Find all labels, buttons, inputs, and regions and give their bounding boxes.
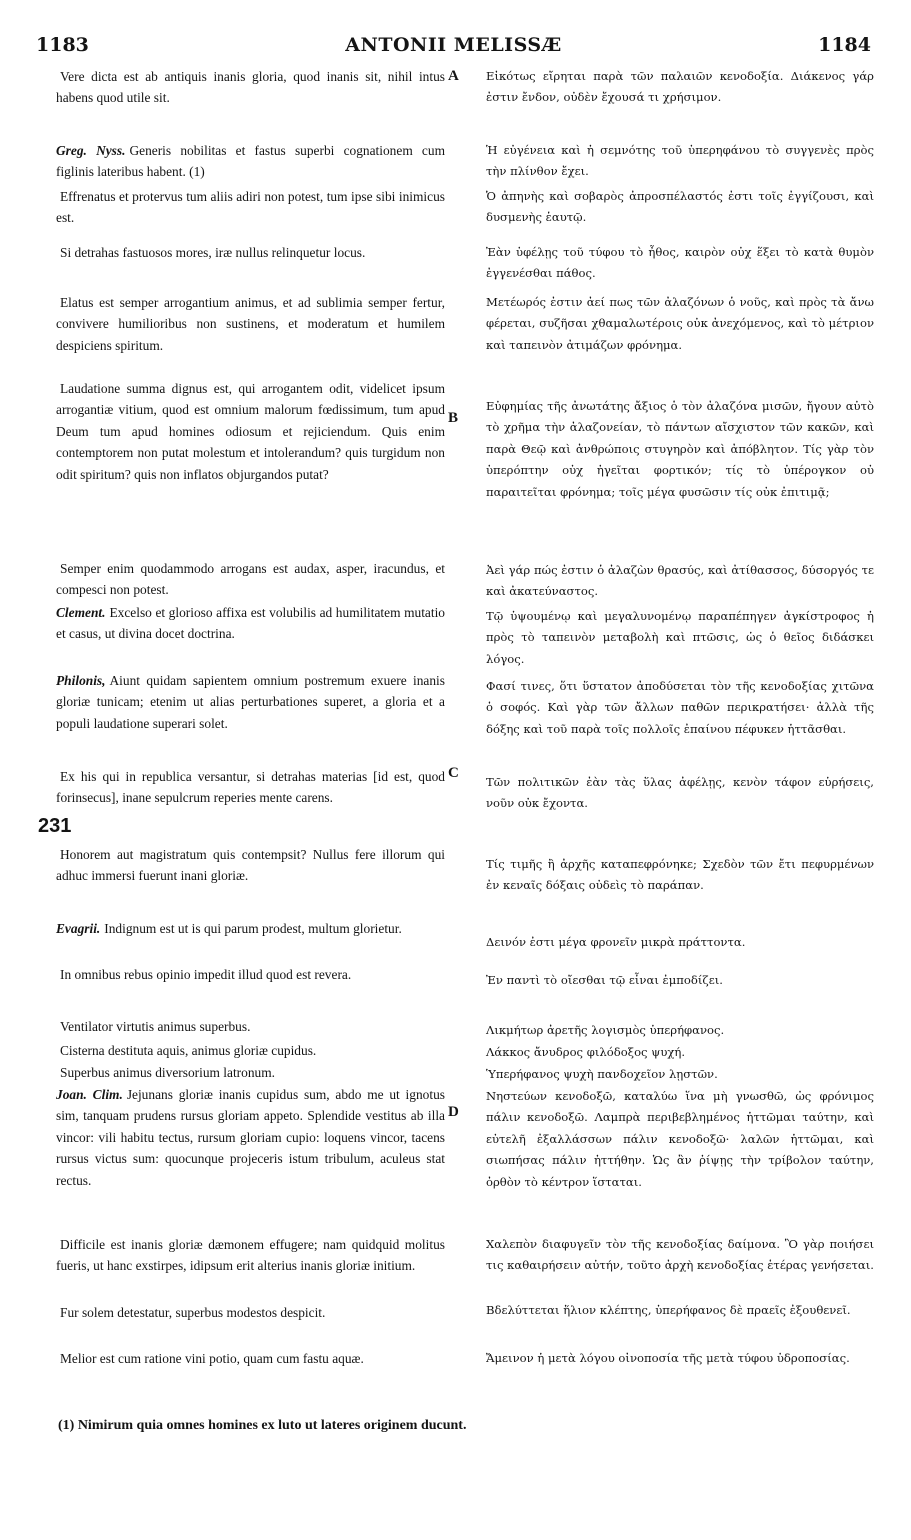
greek-sentence: Ἡ εὐγένεια καὶ ἡ σεμνότης τοῦ ὑπερηφάνου τὸ συγγενὲς πρὸς τὴν πλίνθον ἔχει. bbox=[486, 143, 874, 179]
margin-letter-a: A bbox=[448, 68, 459, 84]
margin-letter-c: C bbox=[448, 765, 459, 781]
latin-sentence: Ex his qui in republica versantur, si detrahas materias [id est, quod forinsecus], inane sepulcrum reperies mente carens. bbox=[56, 769, 445, 806]
greek-sentence: Ὑπερήφανος ψυχὴ πανδοχεῖον λῃστῶν. bbox=[486, 1067, 718, 1081]
latin-sentence: Vere dicta est ab antiquis inanis gloria, quod inanis sit, nihil intus habens quod utile sit. bbox=[56, 69, 445, 106]
latin-sentence: Ventilator virtutis animus superbus. bbox=[60, 1019, 251, 1034]
greek-sentence: Χαλεπὸν διαφυγεῖν τὸν τῆς κενοδοξίας δαίμονα. Ὃ γὰρ ποιήσει τις καθαιρήσειν αὐτήν, τοῦτο ἀρχὴ κενοδοξίας ἑτέρας γενήσεται. bbox=[486, 1237, 874, 1273]
latin-sentence: Superbus animus diversorium latronum. bbox=[60, 1065, 275, 1080]
latin-sentence: Effrenatus et protervus tum aliis adiri non potest, tum ipse sibi inimicus est. bbox=[56, 189, 445, 226]
greek-sentence: Νηστεύων κενοδοξῶ, καταλύω ἵνα μὴ γνωσθῶ, ὡς φρόνιμος πάλιν κενοδοξῶ. Λαμπρὰ περιβεβλημένος ἡττῶμαι ταύτην, καὶ εὐτελῆ ἐξαλλάσσων πάλιν κενοδοξῶ· λαλῶν ἡττῶμαι, καὶ σιωπήσας πάλιν ἡττήθην. Ὡς ἂν ῥίψῃς τὴν τρίβολον ταύτην, ὀρθὸν τὸ κέντρον ἵσταται. bbox=[486, 1089, 874, 1189]
latin-sentence: Evagrii. Indignum est ut is qui parum prodest, multum glorietur. bbox=[56, 921, 402, 936]
greek-sentence: Τῷ ὑψουμένῳ καὶ μεγαλυνομένῳ παραπέπηγεν ἀγκίστροφος ἡ πρὸς τὸ ταπεινὸν μεταβολὴ καὶ πτῶσις, ὡς ὁ θεῖος διδάσκει λόγος. bbox=[486, 609, 874, 666]
greek-sentence: Ἀεὶ γάρ πώς ἐστιν ὁ ἀλαζὼν θρασύς, καὶ ἀτίθασσος, δύσοργός τε καὶ ἀκατεύναστος. bbox=[486, 563, 874, 599]
latin-sentence: Elatus est semper arrogantium animus, et ad sublimia semper fertur, convivere humilioribus non sustinens, et moderatum et humilem despiciens spiritum. bbox=[56, 295, 445, 353]
greek-sentence: Ἐὰν ὑφέλῃς τοῦ τύφου τὸ ἦθος, καιρὸν οὐχ ἕξει τὸ κατὰ θυμὸν ἐγγενέσθαι πάθος. bbox=[486, 245, 874, 281]
greek-sentence: Βδελύττεται ἥλιον κλέπτης, ὑπερήφανος δὲ πραεῖς ἐξουθενεῖ. bbox=[486, 1303, 851, 1317]
latin-sentence: Honorem aut magistratum quis contempsit? Nullus fere illorum qui adhuc immersi fuerunt inani gloriæ. bbox=[56, 847, 445, 884]
latin-sentence: In omnibus rebus opinio impedit illud quod est revera. bbox=[60, 967, 352, 982]
greek-sentence: Τίς τιμῆς ἢ ἀρχῆς καταπεφρόνηκε; Σχεδὸν τῶν ἔτι πεφυρμένων ἐν κεναῖς δόξαις οὐδεὶς τὸ παράπαν. bbox=[486, 857, 874, 893]
latin-sentence: Joan. Clim. Jejunans gloriæ inanis cupidus sum, abdo me ut ignotus sim, tanquam prudens rursus gloriam appeto. Splendide vestitus ab illa vincor: vili habitu tectus, rursum gloriam cupio: loquens vincor, tacens rursus victus sum: quocunque projeceris istum tribulum, aculeus stat rectus. bbox=[56, 1087, 445, 1188]
greek-sentence: Ἄμεινον ἡ μετὰ λόγου οἰνοποσία τῆς μετὰ τύφου ὑδροποσίας. bbox=[486, 1351, 850, 1365]
latin-sentence: Melior est cum ratione vini potio, quam cum fastu aquæ. bbox=[60, 1351, 364, 1366]
margin-letter-d: D bbox=[448, 1104, 459, 1120]
left-page-number: 1183 bbox=[36, 34, 89, 56]
page-header bbox=[36, 34, 871, 60]
greek-sentence: Μετέωρός ἐστιν ἀεί πως τῶν ἀλαζόνων ὁ νοῦς, καὶ πρὸς τὰ ἄνω φέρεται, συζῆσαι χθαμαλωτέροις οὐκ ἀνεχόμενος, καὶ τὸ μέτριον καὶ ταπεινὸν ἀτιμάζων φρόνημα. bbox=[486, 295, 874, 352]
latin-sentence: Difficile est inanis gloriæ dæmonem effugere; nam quidquid molitus fueris, ut hanc exstirpes, idipsum erit alterius inanis gloriæ initium. bbox=[56, 1237, 445, 1274]
latin-sentence: Philonis, Aiunt quidam sapientem omnium postremum exuere inanis gloriæ tunicam; etenim ut alias perturbationes superet, a gloria et a populi laudatione superari solet. bbox=[56, 673, 445, 731]
greek-sentence: Ὁ ἀπηνὴς καὶ σοβαρὸς ἀπροσπέλαστός ἐστι τοῖς ἐγγίζουσι, καὶ δυσμενὴς ἑαυτῷ. bbox=[486, 189, 874, 225]
latin-sentence: Cisterna destituta aquis, animus gloriæ cupidus. bbox=[60, 1043, 317, 1058]
greek-sentence: Τῶν πολιτικῶν ἐὰν τὰς ὕλας ἀφέλῃς, κενὸν τάφον εὑρήσεις, νοῦν οὐκ ἔχοντα. bbox=[486, 775, 874, 811]
greek-sentence: Εἰκότως εἴρηται παρὰ τῶν παλαιῶν κενοδοξία. Διάκενος γάρ ἐστιν ἔνδον, οὐδὲν ἔχουσά τι χρήσιμον. bbox=[486, 69, 874, 105]
greek-sentence: Ἐν παντὶ τὸ οἴεσθαι τῷ εἶναι ἐμποδίζει. bbox=[486, 973, 723, 987]
latin-sentence: Laudatione summa dignus est, qui arrogantem odit, videlicet ipsum arrogantiæ vitium, quod est omnium malorum fœdissimum, tum apud Deum tum apud homines odiosum et rejiciendum. Quis enim contemptorem non putat molestum et intolerandum? quis turgidum non odit spiritum? quis non inflatos objurgandos putat? bbox=[56, 381, 445, 482]
latin-sentence: Semper enim quodammodo arrogans est audax, asper, iracundus, et compesci non potest. bbox=[56, 561, 445, 598]
greek-sentence: Λάκκος ἄνυδρος φιλόδοξος ψυχή. bbox=[486, 1045, 686, 1059]
latin-sentence: Si detrahas fastuosos mores, iræ nullus relinquetur locus. bbox=[60, 245, 366, 260]
greek-sentence: Φασί τινες, ὅτι ὕστατον ἀποδύσεται τὸν τῆς κενοδοξίας χιτῶνα ὁ σοφός. Καὶ γὰρ τῶν ἄλλων παθῶν περικρατήσει· ἀλλὰ τῆς δόξης καὶ τοῦ παρὰ τοῖς πολλοῖς ἐπαίνου πέφυκεν ἡττᾶσθαι. bbox=[486, 679, 874, 736]
greek-sentence: Δεινόν ἐστι μέγα φρονεῖν μικρὰ πράττοντα. bbox=[486, 935, 746, 949]
right-page-number: 1184 bbox=[818, 34, 871, 56]
running-title: ANTONII MELISSÆ bbox=[345, 34, 562, 56]
greek-sentence: Εὐφημίας τῆς ἀνωτάτης ἄξιος ὁ τὸν ἀλαζόνα μισῶν, ἤγουν αὐτὸ τὸ χρῆμα τὴν ἀλαζονείαν, τὸ πάντων αἴσχιστον τῶν κακῶν, καὶ παρὰ Θεῷ καὶ ἀνθρώποις στυγηρὸν καὶ ἀπόβλητον. Τίς γὰρ τὸν ὑπερόπτην οὐχ ἡγεῖται φορτικόν; τίς τὸ ὑπέρογκον οὐ παραιτεῖται φρόνημα; τοῖς μέγα φυσῶσιν τίς οὐκ ἐπιτιμᾷ; bbox=[486, 399, 874, 499]
latin-sentence: Greg. Nyss. Generis nobilitas et fastus superbi cognationem cum figlinis lateribus habent. (1) bbox=[56, 143, 445, 180]
page-marker: 231 bbox=[38, 815, 72, 837]
latin-sentence: Fur solem detestatur, superbus modestos despicit. bbox=[60, 1305, 326, 1320]
latin-sentence: Clement. Excelso et glorioso affixa est volubilis ad humilitatem mutatio et casus, ut divina docet doctrina. bbox=[56, 605, 445, 642]
margin-letter-b: B bbox=[448, 410, 459, 426]
greek-sentence: Λικμήτωρ ἀρετῆς λογισμὸς ὑπερήφανος. bbox=[486, 1023, 725, 1037]
footnote: (1) Nimirum quia omnes homines ex luto ut lateres originem ducunt. bbox=[58, 1418, 467, 1433]
